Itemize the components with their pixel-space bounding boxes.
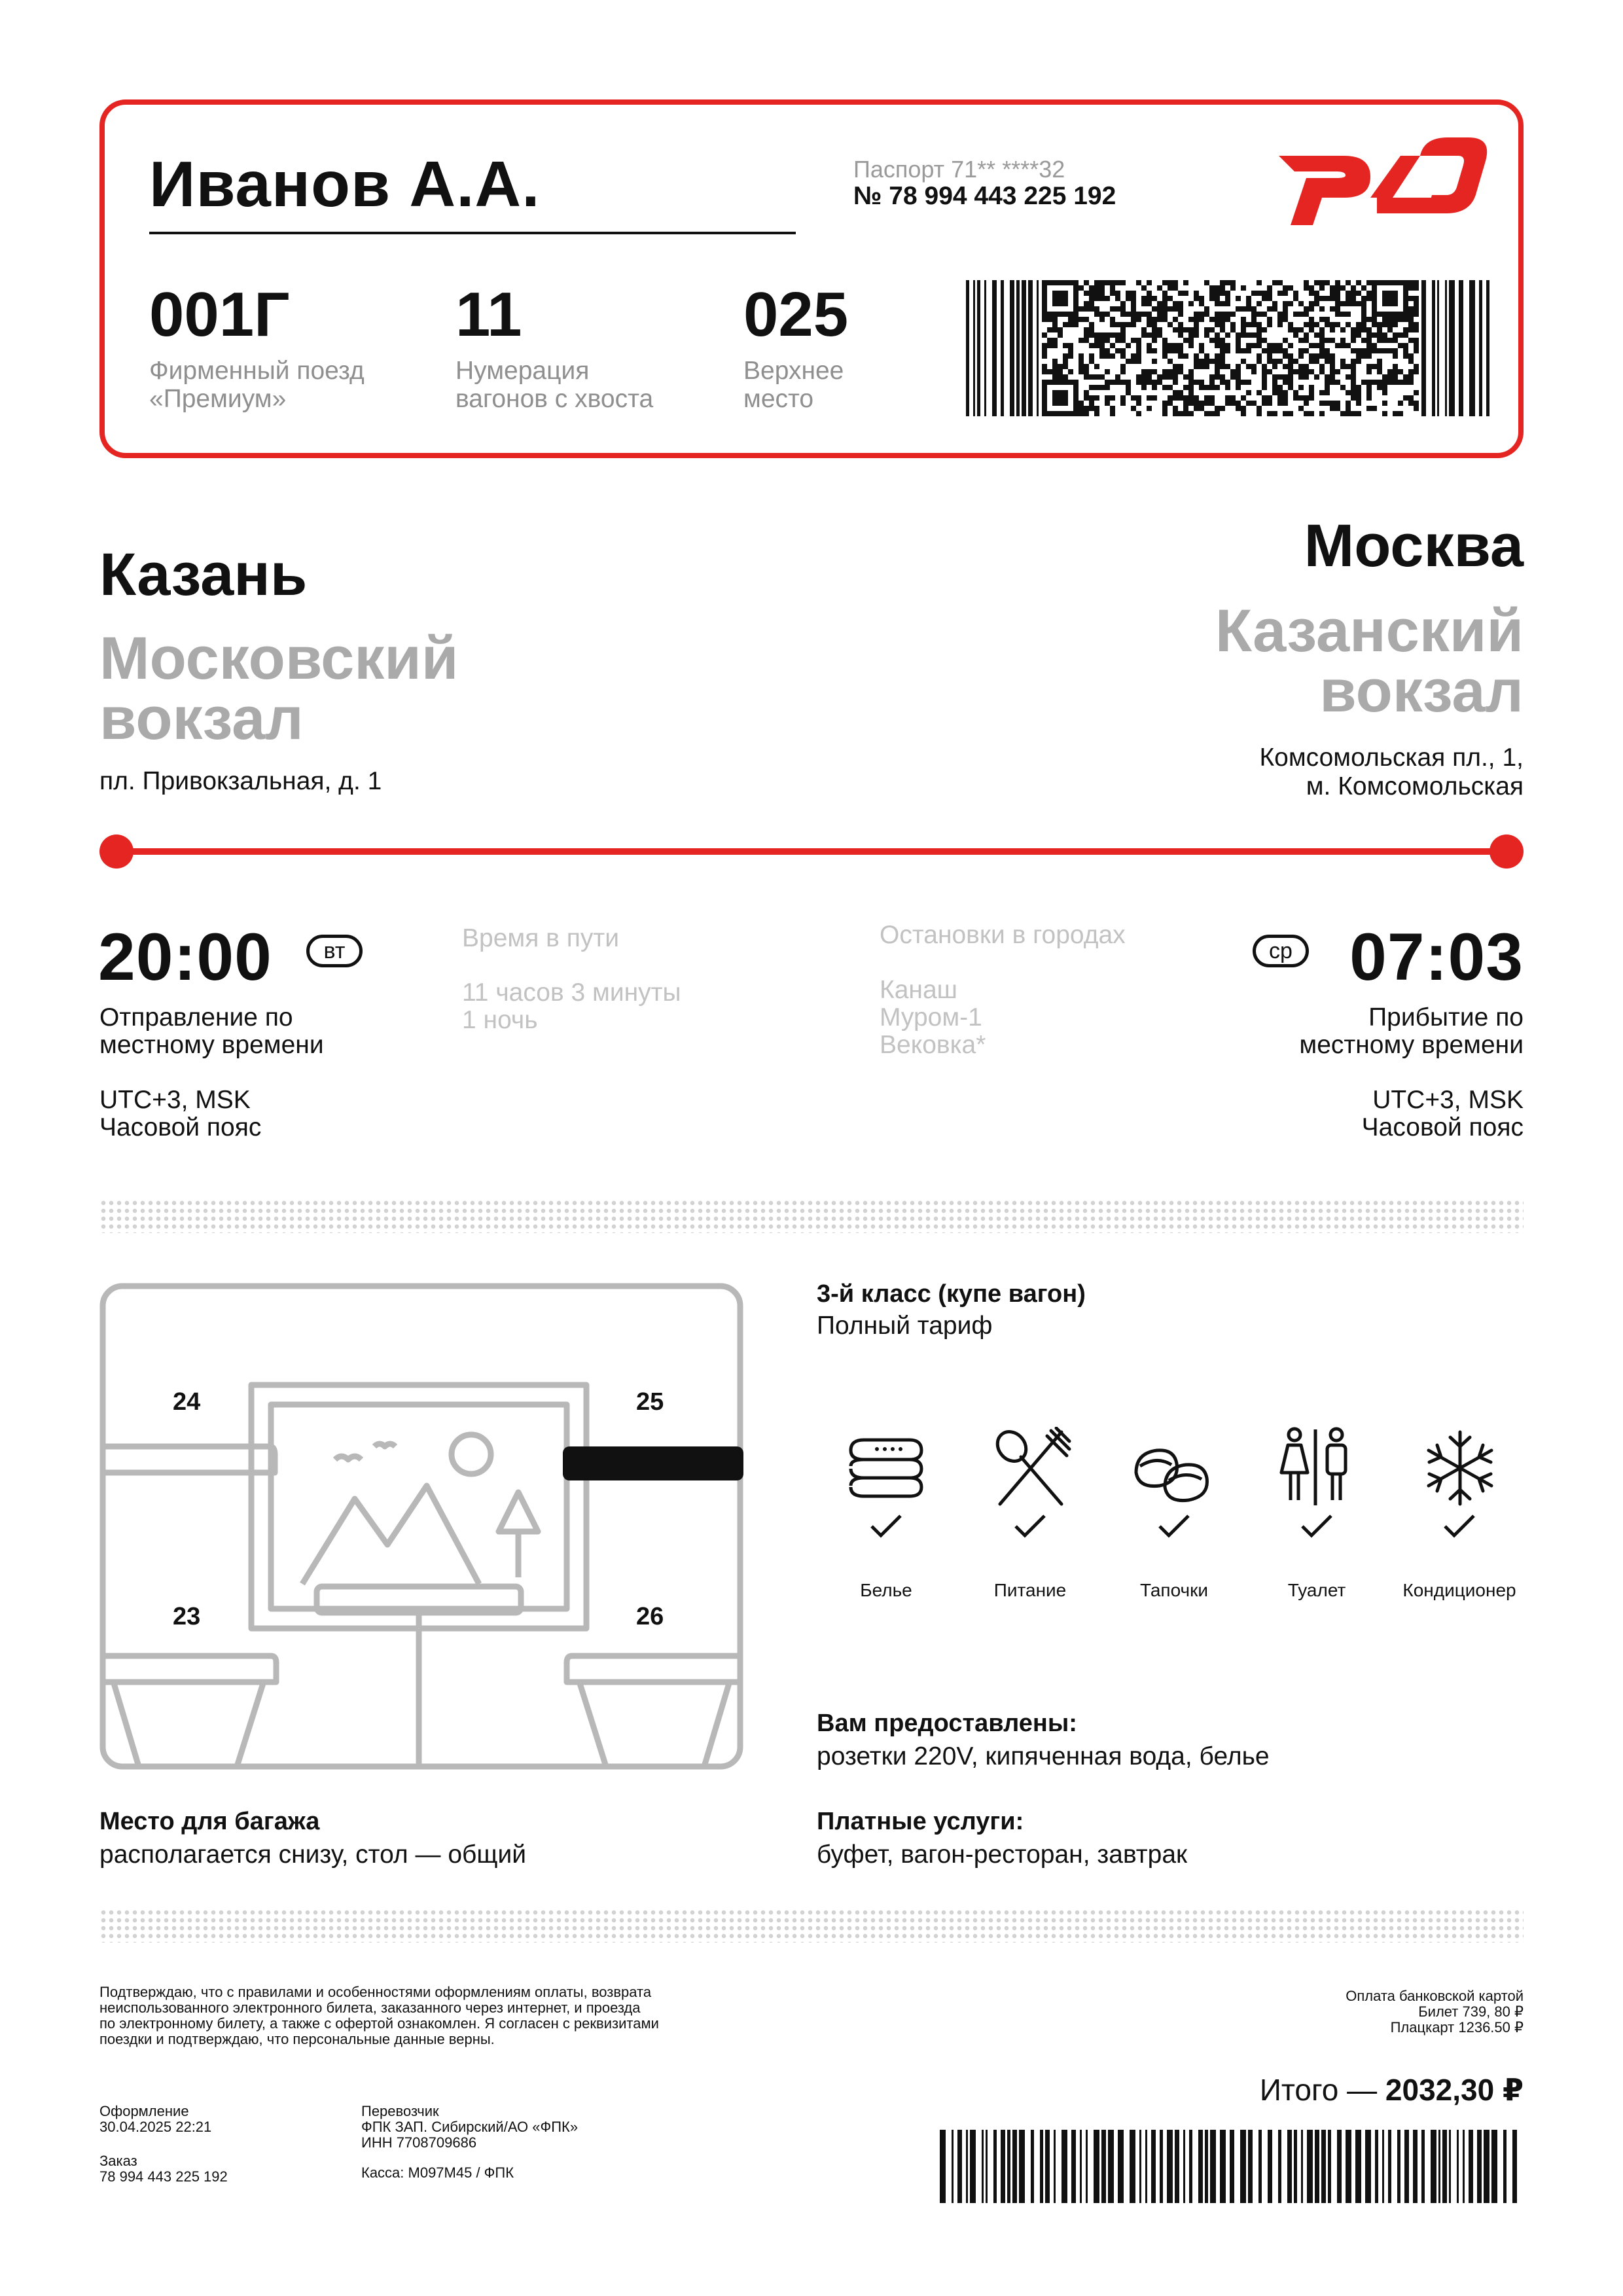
carrier-info: Перевозчик ФПК ЗАП. Сибирский/АО «ФПК» ИНН 7708709686 [361,2103,579,2151]
tariff: Полный тариф [817,1312,993,1340]
arrival-day-badge: ср [1253,935,1309,967]
departure-time: 20:00 [98,920,272,994]
snowflake-icon [1418,1427,1503,1512]
arrival-time-label: Прибытие по местному времени [1299,1003,1524,1059]
food-icon [988,1427,1073,1512]
route-line [116,848,1507,855]
order-info: Заказ 78 994 443 225 192 [99,2153,228,2185]
check-icon [1156,1512,1192,1541]
arrival-city: Москва [1304,512,1524,579]
seat-number: 025 [743,279,849,350]
amenity-label: Тапочки [1139,1580,1208,1600]
amenity-label: Белье [860,1580,912,1600]
seat-label-25: 25 [636,1388,664,1416]
check-icon [1441,1512,1478,1541]
ticket-number: № 78 994 443 225 192 [853,182,1116,210]
stop-item: Муром-1 [880,1003,982,1031]
check-icon [1298,1512,1335,1541]
wagon-class: 3-й класс (купе вагон) [817,1280,1086,1308]
provided-text: розетки 220V, кипяченная вода, белье [817,1742,1270,1770]
departure-day-badge: вт [306,935,363,967]
check-icon [1012,1512,1048,1541]
check-icon [868,1512,904,1541]
travel-duration: 11 часов 3 минуты 1 ночь [462,978,681,1034]
departure-station: Московский вокзал [99,625,459,752]
ticket-barcode [966,280,1495,416]
amenity-label: Питание [993,1580,1067,1600]
departure-city: Казань [99,541,308,608]
departure-time-label: Отправление по местному времени [99,1003,324,1059]
name-underline [149,232,796,234]
provided-title: Вам предоставлены: [817,1710,1077,1737]
stops-list [880,977,986,1059]
slippers-icon [1131,1427,1216,1512]
departure-timezone: UTC+3, MSK Часовой пояс [99,1086,262,1141]
linen-icon [844,1427,929,1512]
passenger-name: Иванов А.А. [149,148,541,220]
route-start-dot [99,834,134,869]
luggage-text: располагается снизу, стол — общий [99,1840,527,1869]
toilet-icon [1274,1427,1359,1512]
rzd-logo [1272,130,1492,229]
payment-barcode [940,2130,1524,2203]
arrival-time: 07:03 [1349,920,1524,994]
dotted-separator [99,1199,1524,1233]
amenity-label: Кондиционер [1402,1580,1516,1600]
issued-info: Оформление 30.04.2025 22:21 [99,2103,212,2135]
seat-label-24: 24 [173,1388,201,1416]
luggage-title: Место для багажа [99,1808,320,1835]
stops-title: Остановки в городах [880,921,1126,949]
travel-time-title: Время в пути [462,924,619,952]
departure-address: пл. Привокзальная, д. 1 [99,767,382,795]
stop-item: Вековка* [880,1031,986,1059]
compartment-scheme [99,1283,743,1770]
arrival-station: Казанский вокзал [1215,598,1524,725]
route-end-dot [1489,834,1524,869]
paid-services-title: Платные услуги: [817,1808,1024,1835]
payment-details: Оплата банковской картой Билет 739, 80 ₽ Плацкарт 1236.50 ₽ [1346,1988,1524,2036]
dotted-separator [99,1909,1524,1943]
cashbox-info: Касса: М097М45 / ФПК [361,2164,514,2181]
seat-label: Верхнее место [743,357,844,413]
seat-label-26: 26 [636,1603,664,1630]
train-number: 001Г [149,279,290,350]
passport-number: Паспорт 71** ****32 [853,156,1065,183]
arrival-address: Комсомольская пл., 1, м. Комсомольская [1259,744,1524,800]
train-label: Фирменный поезд «Премиум» [149,357,365,413]
agreement-text: Подтверждаю, что с правилами и особенностями оформлениям оплаты, возврата неиспользованного электронного билета, заказанного через интернет, и проезда по электронному билету, а также с офертой ознакомлен. Я согласен с реквизитами поездки и подтверждаю, что персональные данные верны. [99,1984,659,2047]
arrival-timezone: UTC+3, MSK Часовой пояс [1361,1086,1524,1141]
paid-services-text: буфет, вагон-ресторан, завтрак [817,1840,1188,1869]
stop-item: Канаш [880,976,957,1004]
total-amount: Итого — 2032,30 ₽ [1259,2073,1524,2107]
amenity-label: Туалет [1287,1580,1346,1600]
seat-label-23: 23 [173,1603,201,1630]
wagon-number: 11 [455,279,522,350]
wagon-label: Нумерация вагонов с хвоста [455,357,654,413]
